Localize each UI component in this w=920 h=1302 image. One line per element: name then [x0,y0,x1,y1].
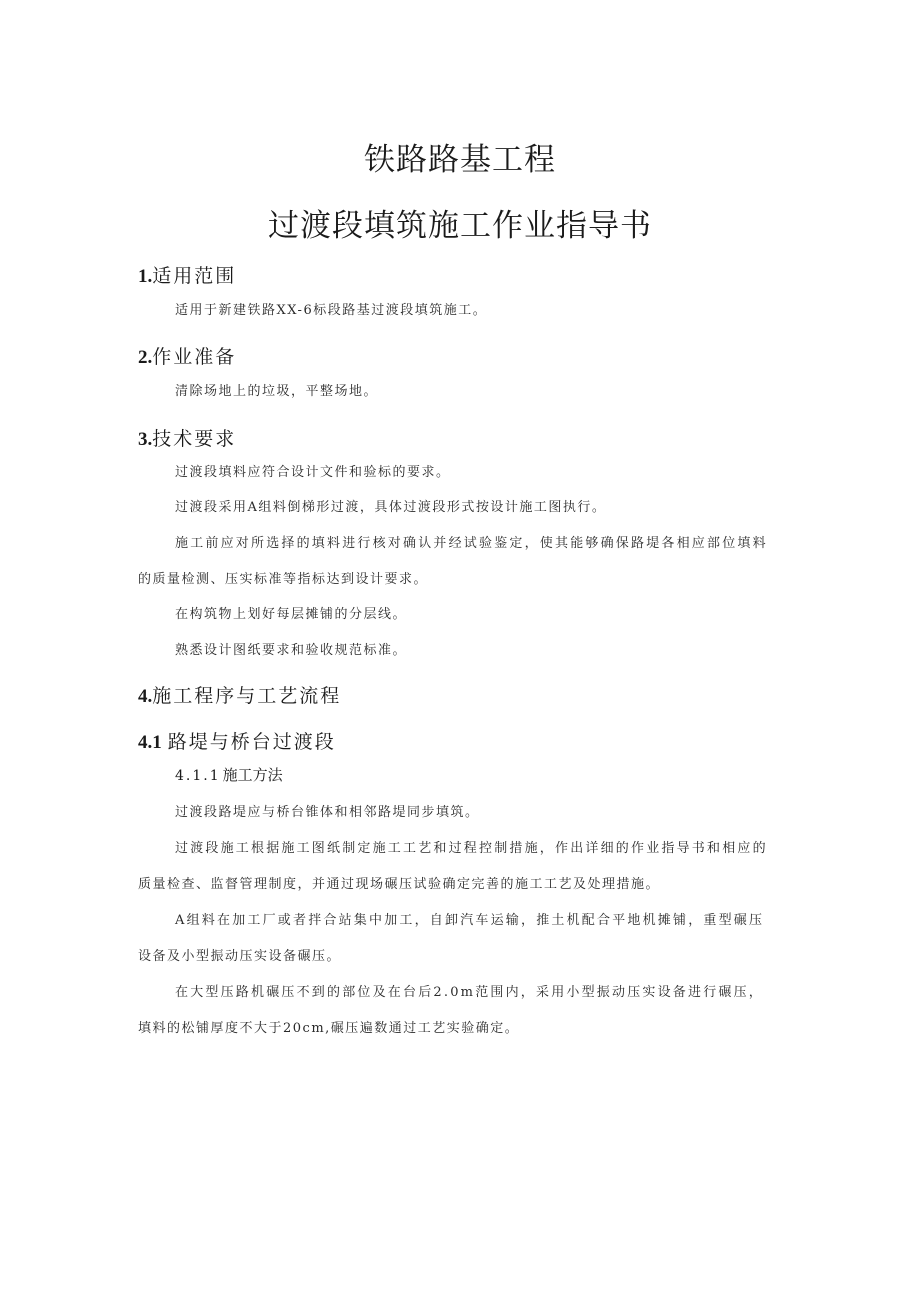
section-1-paragraph: 适用于新建铁路XX-6标段路基过渡段填筑施工。 [175,303,488,318]
section-4-title: 施工程序与工艺流程 [152,685,342,707]
section-4-number: 4. [138,686,153,707]
section-4-1-1-heading [175,764,283,785]
section-3-paragraph-2: 过渡段采用A组料倒梯形过渡，具体过渡段形式按设计施工图执行。 [175,500,607,515]
section-3-paragraph-1: 过渡段填料应符合设计文件和验标的要求。 [175,465,451,480]
section-1-heading [138,261,236,288]
section-4-1-1-paragraph-1: 过渡段路堤应与桥台锥体和相邻路堤同步填筑。 [175,805,480,820]
section-4-1-title: 路堤与桥台过渡段 [167,731,336,753]
section-4-1-1-paragraph-2-line-1: 过渡段施工根据施工图纸制定施工工艺和过程控制措施，作出详细的作业指导书和相应的 [175,841,768,856]
section-2-paragraph: 清除场地上的垃圾，平整场地。 [175,384,379,399]
section-4-1-1-paragraph-3-line-1: A组料在加工厂或者拌合站集中加工，自卸汽车运输，推土机配合平地机摊铺，重型碾压 [175,913,765,928]
section-4-heading [138,681,341,708]
section-3-number: 3. [138,429,153,450]
section-3-paragraph-5: 熟悉设计图纸要求和验收规范标准。 [175,643,408,658]
section-4-1-1-paragraph-4-line-2: 填料的松铺厚度不大于20cm,碾压遍数通过工艺实验确定。 [138,1021,520,1036]
section-1-number: 1. [138,266,153,287]
section-3-heading [138,424,236,451]
section-4-1-heading [138,727,336,754]
section-3-title: 技术要求 [152,428,237,450]
section-2-heading [138,342,236,369]
section-2-number: 2. [138,347,153,368]
section-1-title: 适用范围 [152,265,237,287]
section-4-1-1-number: 4.1.1 [175,768,221,784]
section-3-paragraph-4: 在构筑物上划好每层摊铺的分层线。 [175,607,408,622]
section-4-1-1-paragraph-3-line-2: 设备及小型振动压实设备碾压。 [138,949,342,964]
section-4-1-1-paragraph-2-line-2: 质量检查、监督管理制度，并通过现场碾压试验确定完善的施工工艺及处理措施。 [138,877,661,892]
section-4-1-1-title: 施工方法 [222,766,283,784]
document-title-line1: 铁路路基工程 [364,142,556,178]
section-2-title: 作业准备 [152,346,237,368]
section-3-paragraph-3-line-2: 的质量检测、压实标准等指标达到设计要求。 [138,572,429,587]
section-4-1-number: 4.1 [138,732,162,753]
section-3-paragraph-3-line-1: 施工前应对所选择的填料进行核对确认并经试验鉴定，使其能够确保路堤各相应部位填料 [175,536,768,551]
document-title-line2: 过渡段填筑施工作业指导书 [268,208,652,244]
section-4-1-1-paragraph-4-line-1: 在大型压路机碾压不到的部位及在台后2.0m范围内，采用小型振动压实设备进行碾压， [175,985,765,1000]
